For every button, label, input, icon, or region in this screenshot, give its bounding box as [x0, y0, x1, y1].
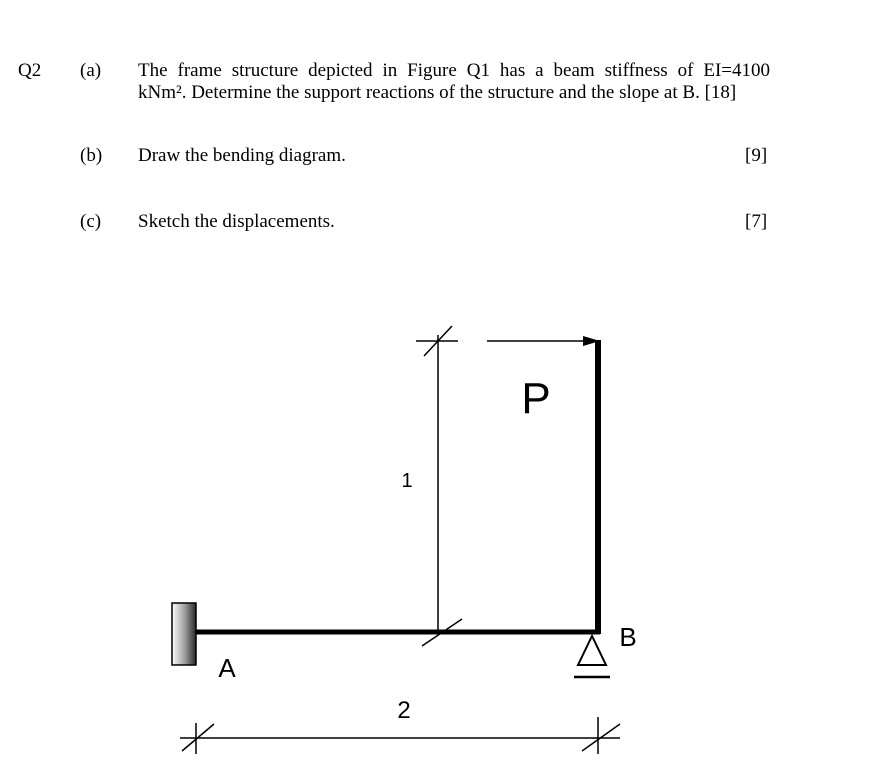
pin-support [574, 636, 610, 677]
part-a-line1: The frame structure depicted in Figure Q1 has a beam stiffness of EI=4100 [138, 60, 770, 81]
part-b-text: Draw the bending diagram. [138, 145, 346, 166]
height-dimension-label: 1 [401, 470, 413, 492]
part-b-marks: [9] [745, 145, 768, 166]
part-a-label: (a) [80, 60, 102, 81]
point-a-label: A [218, 653, 236, 683]
part-c-text: Sketch the displacements. [138, 211, 335, 232]
span-dimension-label: 2 [397, 697, 411, 724]
height-dimension [401, 326, 462, 646]
question-number: Q2 [18, 60, 42, 81]
span-dimension [180, 697, 620, 754]
part-a-line2: kNm². Determine the support reactions of the structure and the slope at B. [18] [138, 82, 737, 103]
fixed-support-wall [172, 603, 196, 665]
part-c-label: (c) [80, 211, 102, 232]
point-b-label: B [619, 622, 637, 652]
load-label: P [521, 374, 551, 423]
part-b-label: (b) [80, 145, 103, 166]
part-c-marks: [7] [745, 211, 768, 232]
load-arrow [487, 336, 600, 346]
